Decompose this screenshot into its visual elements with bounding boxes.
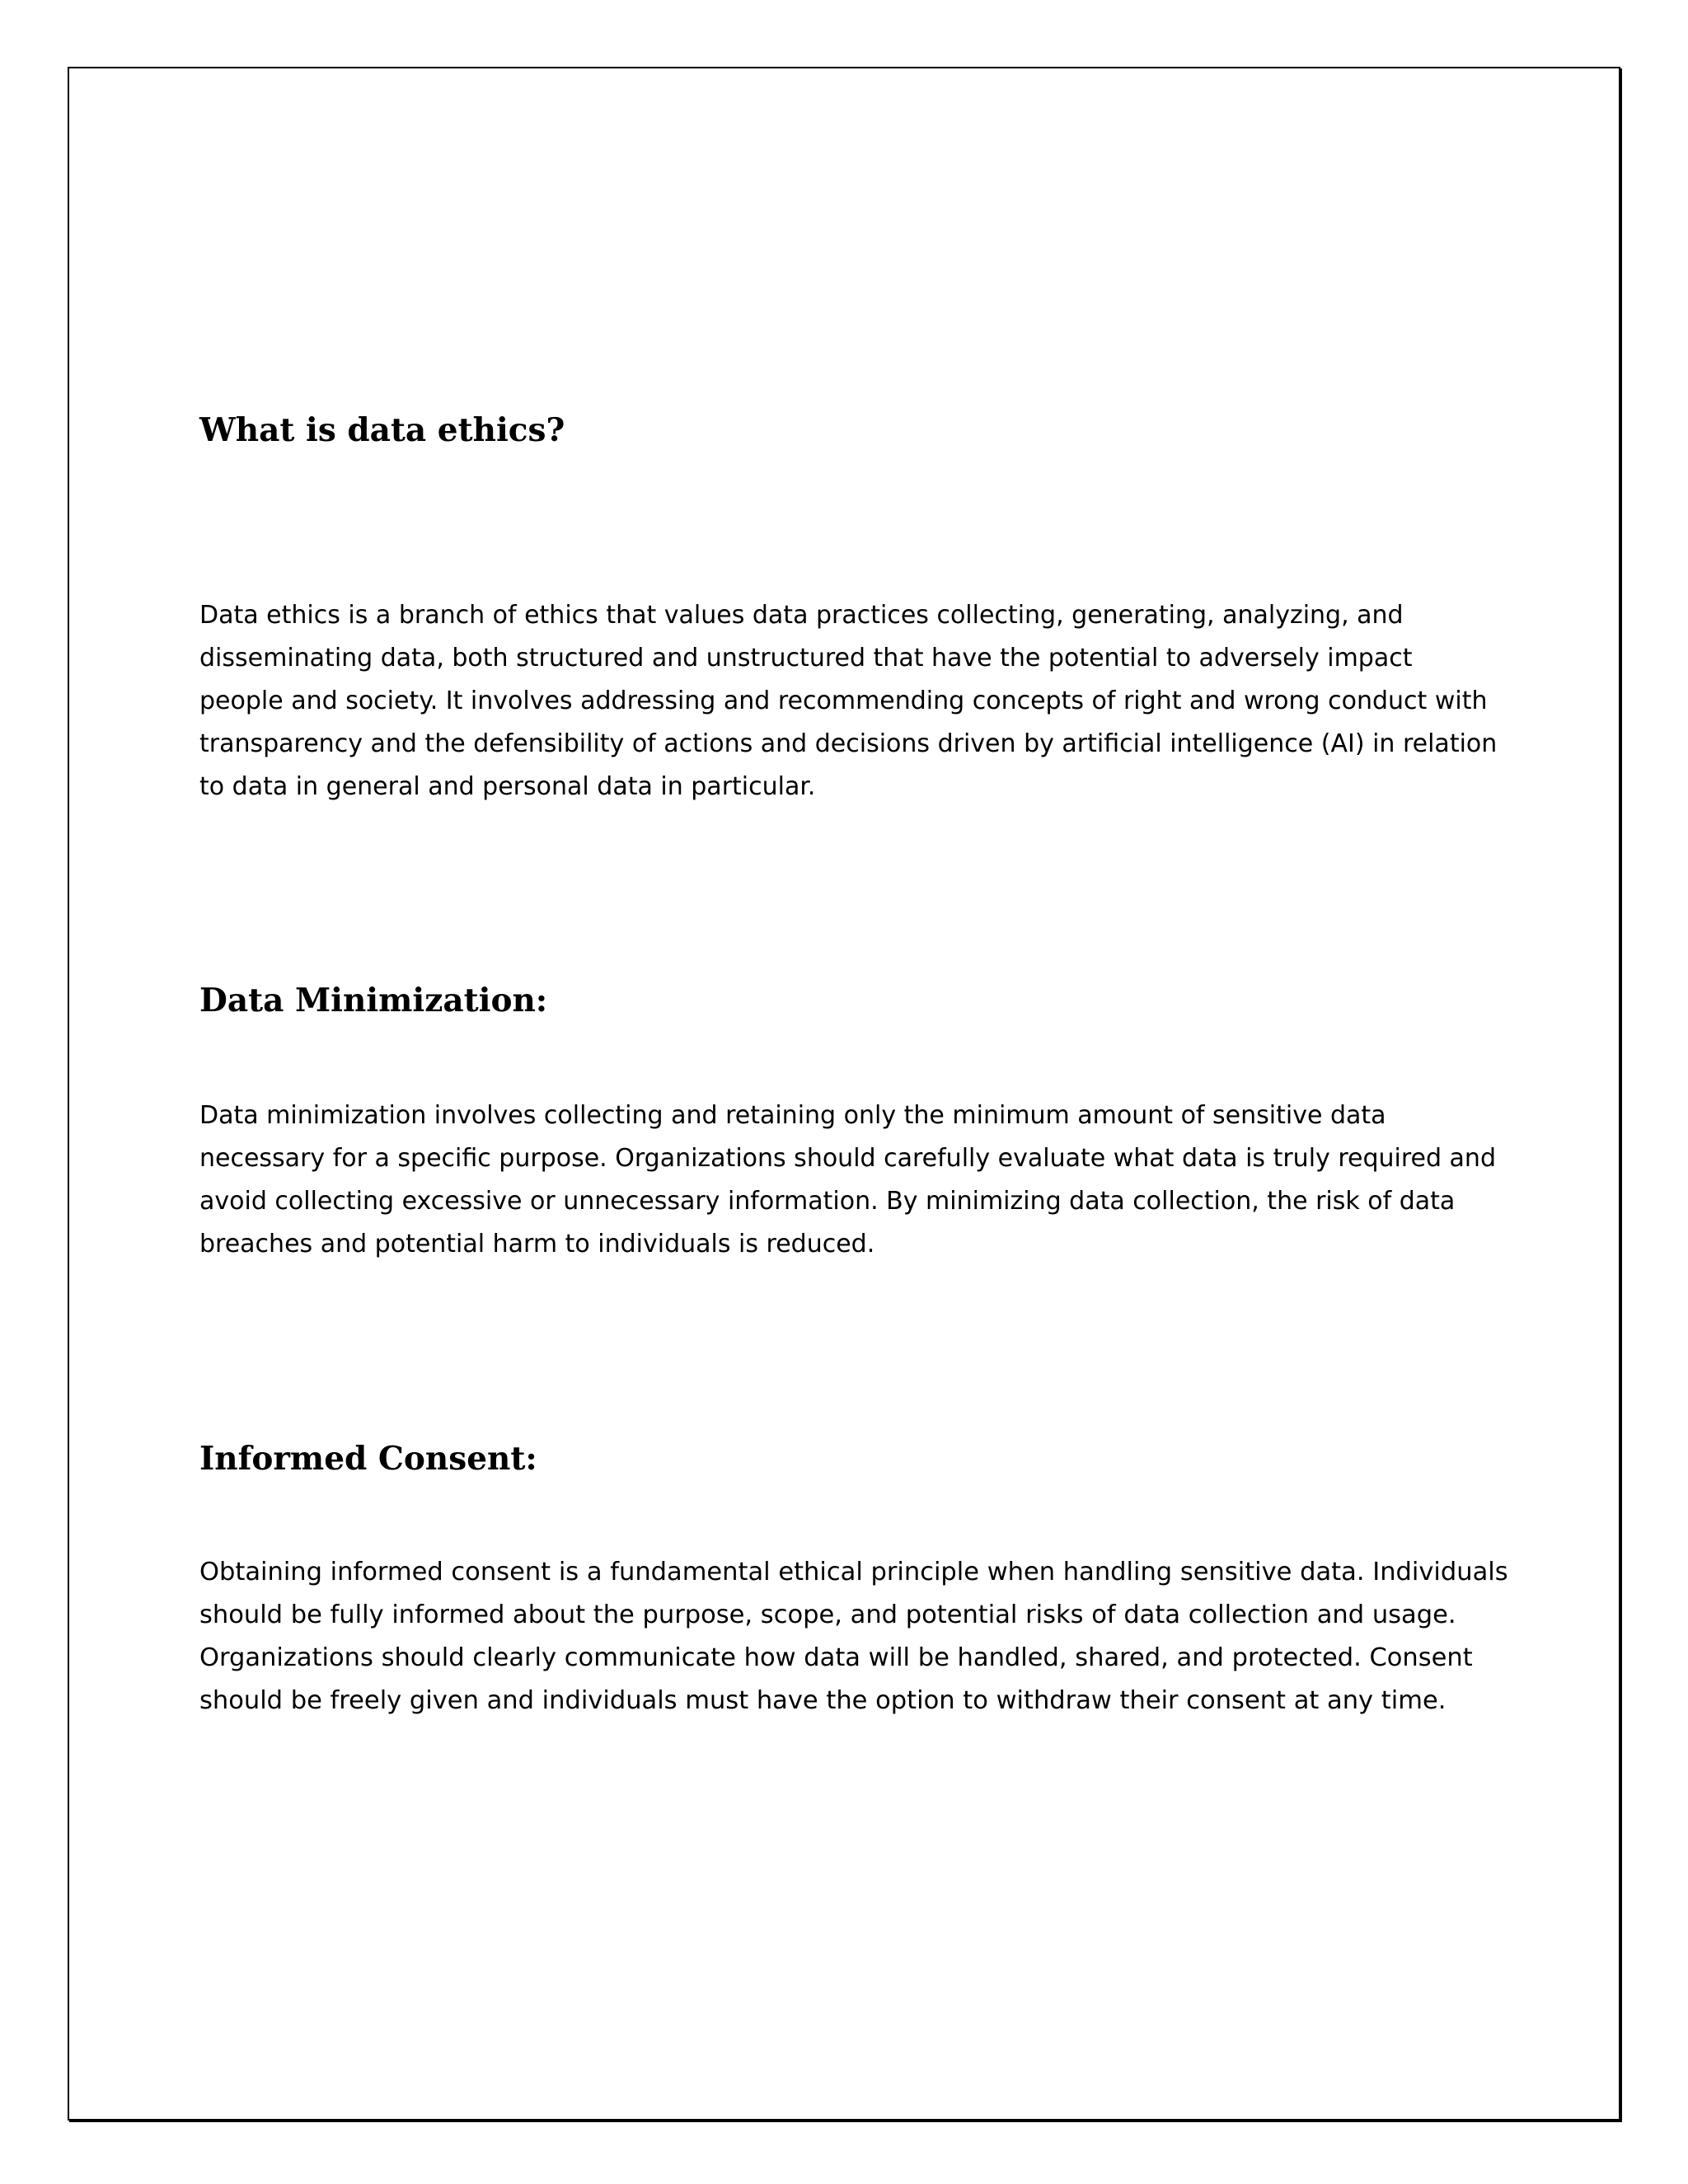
paragraph-line: Organizations should clearly communicate how data will be handled, shared, and protected. Consent xyxy=(199,1643,1473,1672)
paragraph-line: to data in general and personal data in particular. xyxy=(199,772,816,801)
page-frame xyxy=(68,67,1620,2121)
paragraph-line: Obtaining informed consent is a fundamental ethical principle when handling sensitive data. Individuals xyxy=(199,1558,1508,1586)
paragraph-line: should be freely given and individuals must have the option to withdraw their consent at any time. xyxy=(199,1686,1447,1715)
section-body-informed-consent xyxy=(199,1551,1510,1722)
paragraph-line: Data minimization involves collecting and retaining only the minimum amount of sensitive data xyxy=(199,1101,1386,1130)
section-body-data-ethics xyxy=(199,594,1510,808)
section-heading-informed-consent: Informed Consent: xyxy=(199,1440,537,1478)
section-body-data-minimization xyxy=(199,1094,1510,1266)
paragraph-line: breaches and potential harm to individuals is reduced. xyxy=(199,1230,875,1258)
paragraph-line: disseminating data, both structured and unstructured that have the potential to adversely impact xyxy=(199,644,1413,673)
paragraph-line: avoid collecting excessive or unnecessary information. By minimizing data collection, the risk of data xyxy=(199,1187,1456,1216)
paragraph-line: transparency and the defensibility of actions and decisions driven by artificial intelligence (AI) in relation xyxy=(199,729,1498,758)
paragraph-line: people and society. It involves addressing and recommending concepts of right and wrong conduct with xyxy=(199,687,1488,715)
section-heading-data-ethics: What is data ethics? xyxy=(199,411,565,449)
paragraph-line: necessary for a specific purpose. Organizations should carefully evaluate what data is truly required and xyxy=(199,1144,1496,1173)
paragraph-line: Data ethics is a branch of ethics that values data practices collecting, generating, analyzing, and xyxy=(199,601,1404,630)
paragraph-line: should be fully informed about the purpose, scope, and potential risks of data collection and usage. xyxy=(199,1601,1456,1629)
section-heading-data-minimization: Data Minimization: xyxy=(199,982,548,1019)
